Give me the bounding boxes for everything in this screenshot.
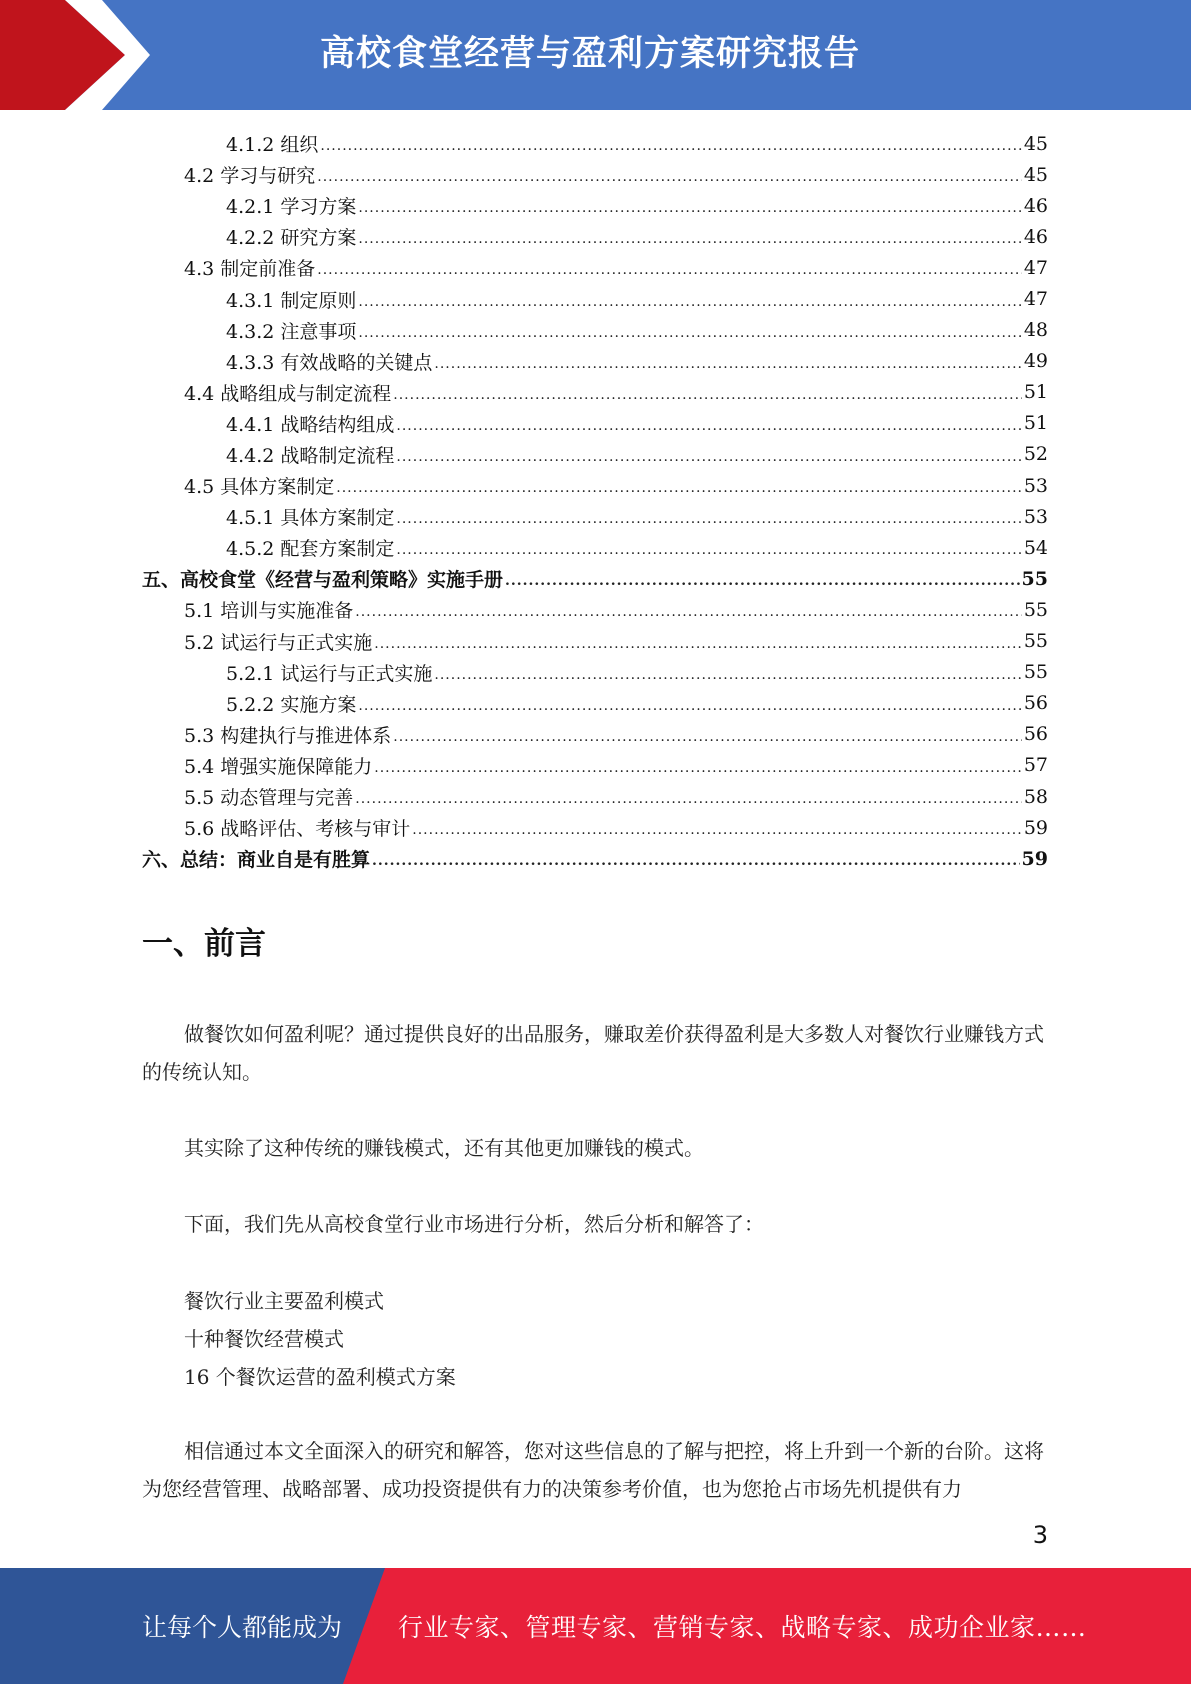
paragraph-1: 做餐饮如何盈利呢？通过提供良好的出品服务，赚取差价获得盈利是大多数人对餐饮行业赚钱方式的传统认知。 [142, 1022, 1044, 1084]
toc-row[interactable] [142, 128, 1048, 159]
toc-leader-dots [358, 324, 1021, 343]
toc-entry-page: 57 [1023, 754, 1048, 777]
toc-entry-page: 46 [1023, 194, 1048, 217]
toc-row[interactable] [142, 719, 1048, 750]
toc-row[interactable] [142, 283, 1048, 314]
toc-row[interactable] [142, 470, 1048, 501]
toc-entry-page: 49 [1023, 350, 1048, 373]
toc-leader-dots [505, 572, 1020, 591]
toc-leader-dots [355, 603, 1022, 622]
toc-entry-page: 53 [1023, 474, 1048, 497]
toc-entry-label: 4.4 战略组成与制定流程 [184, 379, 393, 406]
toc-leader-dots [393, 386, 1022, 405]
toc-entry-label: 4.3.1 制定原则 [226, 286, 358, 313]
toc-row[interactable] [142, 377, 1048, 408]
table-of-contents [142, 128, 1048, 874]
list-item: 16 个餐饮运营的盈利模式方案 [184, 1365, 456, 1389]
toc-entry-label: 4.5.2 配套方案制定 [226, 534, 396, 561]
toc-row[interactable] [142, 812, 1048, 843]
toc-row[interactable] [142, 190, 1048, 221]
list-item: 十种餐饮经营模式 [184, 1327, 344, 1351]
toc-entry-page: 53 [1023, 505, 1048, 528]
section-heading: 一、前言 [142, 926, 266, 962]
toc-entry-label: 4.3.2 注意事项 [226, 317, 358, 344]
toc-entry-page: 55 [1023, 630, 1048, 653]
toc-row[interactable] [142, 439, 1048, 470]
toc-entry-page: 47 [1023, 256, 1048, 279]
toc-leader-dots [317, 168, 1022, 187]
page-header [0, 0, 1191, 110]
toc-entry-page: 55 [1021, 567, 1048, 590]
toc-leader-dots [355, 790, 1022, 809]
toc-row[interactable] [142, 781, 1048, 812]
toc-entry-label: 5.6 战略评估、考核与审计 [184, 814, 412, 841]
toc-row[interactable] [142, 346, 1048, 377]
toc-entry-page: 45 [1023, 132, 1048, 155]
paragraph-4: 相信通过本文全面深入的研究和解答，您对这些信息的了解与把控，将上升到一个新的台阶。这将为您经营管理、战略部署、成功投资提供有力的决策参考价值，也为您抢占市场先机提供有力 [142, 1439, 1044, 1501]
toc-entry-label: 4.5.1 具体方案制定 [226, 503, 396, 530]
toc-leader-dots [320, 137, 1021, 156]
toc-leader-dots [358, 230, 1021, 249]
toc-entry-label: 5.2.2 实施方案 [226, 690, 358, 717]
toc-row[interactable] [142, 626, 1048, 657]
toc-entry-page: 59 [1021, 847, 1048, 870]
toc-leader-dots [412, 821, 1022, 840]
toc-entry-page: 46 [1023, 225, 1048, 248]
toc-entry-label: 五、高校食堂《经营与盈利策略》实施手册 [142, 565, 505, 592]
footer-slogan-left: 让每个人都能成为 [142, 1613, 343, 1642]
page-number: 3 [1032, 1521, 1048, 1549]
toc-entry-page: 54 [1023, 536, 1048, 559]
toc-row[interactable] [142, 750, 1048, 781]
toc-row[interactable] [142, 594, 1048, 625]
toc-leader-dots [374, 635, 1022, 654]
toc-entry-page: 56 [1023, 692, 1048, 715]
document-title: 高校食堂经营与盈利方案研究报告 [320, 34, 861, 74]
toc-entry-page: 58 [1023, 785, 1048, 808]
page-footer [0, 1568, 1191, 1684]
toc-entry-page: 59 [1023, 816, 1048, 839]
toc-leader-dots [317, 261, 1022, 280]
toc-row[interactable] [142, 315, 1048, 346]
paragraph-3: 下面，我们先从高校食堂行业市场进行分析，然后分析和解答了： [184, 1212, 764, 1236]
toc-entry-page: 52 [1023, 443, 1048, 466]
toc-entry-page: 48 [1023, 319, 1048, 342]
toc-entry-label: 4.4.1 战略结构组成 [226, 410, 396, 437]
toc-entry-label: 4.1.2 组织 [226, 130, 320, 157]
toc-entry-label: 4.3.3 有效战略的关键点 [226, 348, 434, 375]
toc-leader-dots [393, 728, 1022, 747]
toc-entry-page: 47 [1023, 288, 1048, 311]
toc-row[interactable] [142, 159, 1048, 190]
toc-row[interactable] [142, 843, 1048, 874]
toc-leader-dots [434, 355, 1021, 374]
toc-entry-label: 4.2.2 研究方案 [226, 223, 358, 250]
toc-entry-label: 5.1 培训与实施准备 [184, 596, 355, 623]
toc-leader-dots [396, 448, 1021, 467]
toc-entry-label: 4.4.2 战略制定流程 [226, 441, 396, 468]
toc-leader-dots [396, 510, 1021, 529]
toc-row[interactable] [142, 532, 1048, 563]
toc-leader-dots [358, 697, 1021, 716]
toc-entry-label: 5.5 动态管理与完善 [184, 783, 355, 810]
toc-row[interactable] [142, 408, 1048, 439]
toc-row[interactable] [142, 657, 1048, 688]
toc-leader-dots [434, 666, 1021, 685]
toc-leader-dots [396, 417, 1021, 436]
toc-entry-page: 51 [1023, 381, 1048, 404]
toc-entry-page: 55 [1023, 598, 1048, 621]
toc-row[interactable] [142, 252, 1048, 283]
toc-leader-dots [374, 759, 1022, 778]
footer-slogan-right: 行业专家、管理专家、营销专家、战略专家、成功企业家…… [398, 1613, 1087, 1642]
toc-entry-label: 六、总结：商业自是有胜算 [142, 845, 372, 872]
toc-row[interactable] [142, 501, 1048, 532]
toc-entry-page: 51 [1023, 412, 1048, 435]
list-item: 餐饮行业主要盈利模式 [184, 1289, 384, 1313]
toc-entry-label: 5.4 增强实施保障能力 [184, 752, 374, 779]
toc-leader-dots [358, 293, 1021, 312]
toc-entry-label: 5.3 构建执行与推进体系 [184, 721, 393, 748]
toc-entry-label: 5.2 试运行与正式实施 [184, 628, 374, 655]
toc-entry-label: 4.2 学习与研究 [184, 161, 317, 188]
toc-entry-label: 4.3 制定前准备 [184, 254, 317, 281]
toc-leader-dots [372, 852, 1020, 871]
toc-leader-dots [358, 199, 1021, 218]
toc-entry-label: 4.5 具体方案制定 [184, 472, 336, 499]
toc-leader-dots [396, 541, 1021, 560]
toc-row[interactable] [142, 563, 1048, 594]
toc-entry-label: 5.2.1 试运行与正式实施 [226, 659, 434, 686]
toc-entry-page: 56 [1023, 723, 1048, 746]
paragraph-2: 其实除了这种传统的赚钱模式，还有其他更加赚钱的模式。 [184, 1136, 704, 1160]
toc-row[interactable] [142, 221, 1048, 252]
toc-entry-page: 45 [1023, 163, 1048, 186]
toc-entry-label: 4.2.1 学习方案 [226, 192, 358, 219]
toc-leader-dots [336, 479, 1022, 498]
toc-entry-page: 55 [1023, 661, 1048, 684]
toc-row[interactable] [142, 688, 1048, 719]
